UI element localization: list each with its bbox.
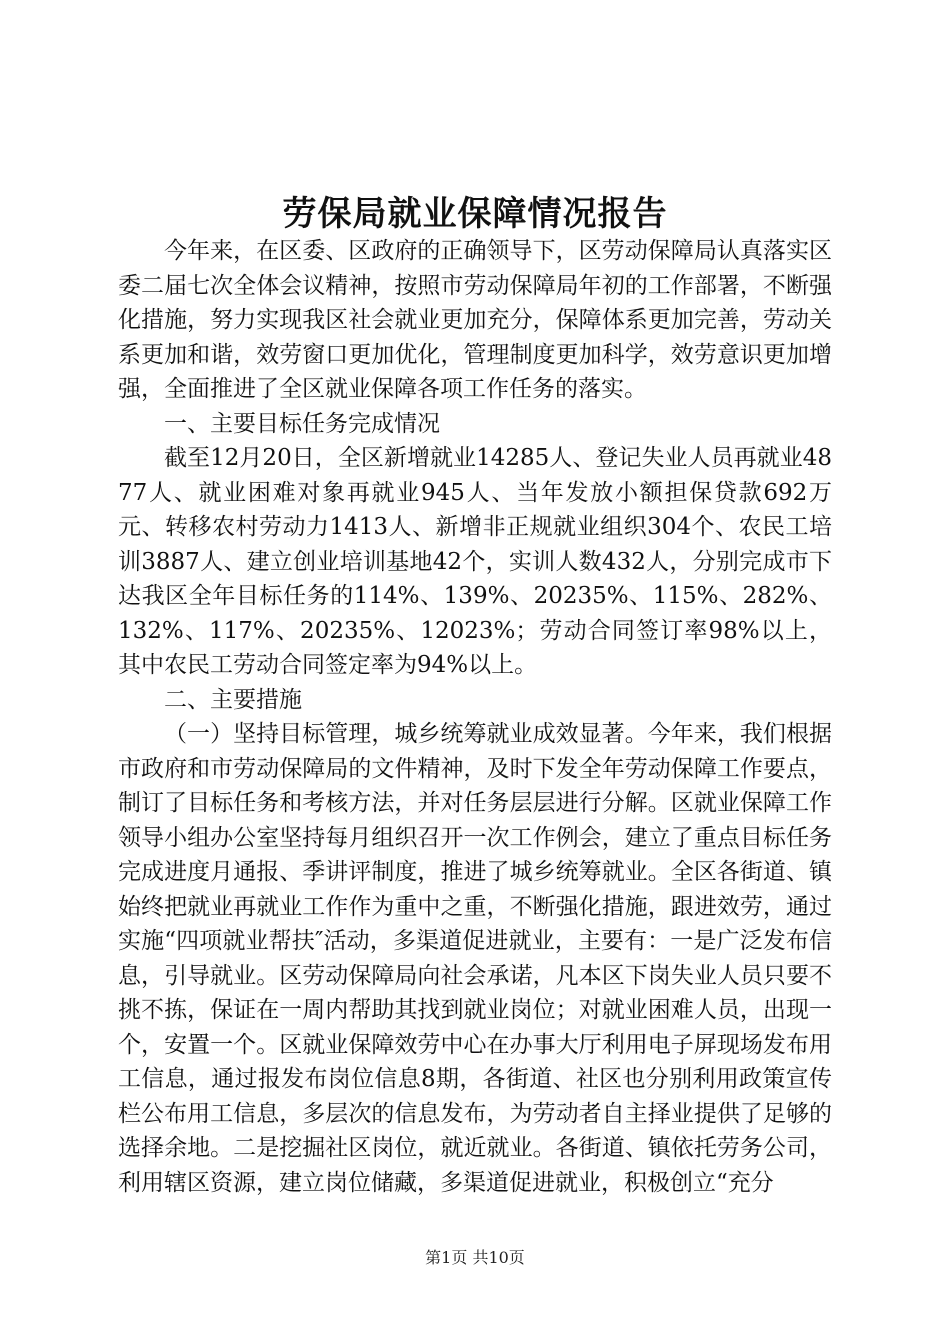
page-footer: 第1页 共10页 — [425, 1248, 525, 1267]
document-body — [118, 234, 832, 1200]
intro-paragraph: 今年来，在区委、区政府的正确领导下，区劳动保障局认真落实区委二届七次全体会议精神，按照市劳动保障局年初的工作部署，不断强化措施，努力实现我区社会就业更加充分，保障体系更加完善，劳动关系更加和谐，效劳窗口更加优化，管理制度更加科学，效劳意识更加增强，全面推进了全区就业保障各项工作任务的落实。 — [118, 238, 832, 402]
document-title: 劳保局就业保障情况报告 — [282, 194, 668, 234]
section-heading-2: 二、主要措施 — [164, 686, 302, 713]
measures-paragraph: （一）坚持目标管理，城乡统筹就业成效显著。今年来，我们根据市政府和市劳动保障局的文件精神，及时下发全年劳动保障工作要点，制订了目标任务和考核方法，并对任务层层进行分解。区就业保障工作领导小组办公室坚持每月组织召开一次工作例会，建立了重点目标任务完成进度月通报、季讲评制度，推进了城乡统筹就业。全区各街道、镇始终把就业再就业工作作为重中之重，不断强化措施，跟进效劳，通过实施“四项就业帮扶″活动，多渠道促进就业，主要有：一是广泛发布信息，引导就业。区劳动保障局向社会承诺，凡本区下岗失业人员只要不挑不拣，保证在一周内帮助其找到就业岗位；对就业困难人员，出现一个，安置一个。区就业保障效劳中心在办事大厅利用电子屏现场发布用工信息，通过报发布岗位信息8期，各街道、社区也分别利用政策宣传栏公布用工信息，多层次的信息发布，为劳动者自主择业提供了足够的选择余地。二是挖掘社区岗位，就近就业。各街道、镇依托劳务公司，利用辖区资源，建立岗位储藏，多渠道促进就业，积极创立“充分 — [118, 721, 832, 1196]
section-heading-1: 一、主要目标任务完成情况 — [164, 410, 440, 437]
targets-paragraph: 截至12月20日，全区新增就业14285人、登记失业人员再就业4877人、就业困难对象再就业945人、当年发放小额担保贷款692万元、转移农村劳动力1413人、新增非正规就业组织304个、农民工培训3887人、建立创业培训基地42个，实训人数432人，分别完成市下达我区全年目标任务的114%、139%、20235%、115%、282%、132%、117%、20235%、12023%；劳动合同签订率98%以上，其中农民工劳动合同签定率为94%以上。 — [118, 445, 832, 678]
